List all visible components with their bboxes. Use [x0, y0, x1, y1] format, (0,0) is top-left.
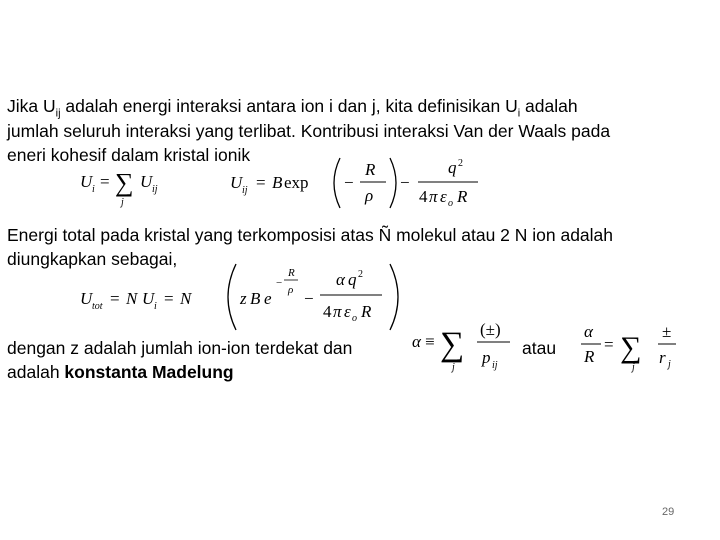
equation-ui-sum: [78, 160, 168, 210]
svg-text:N: N: [126, 289, 138, 308]
equation-uij: [228, 155, 488, 213]
svg-text:∑: ∑: [440, 326, 465, 363]
page-number: 29: [662, 506, 675, 518]
svg-text:2: 2: [458, 158, 463, 169]
paragraph-line-3: eneri kohesif dalam kristal ionik: [7, 145, 251, 165]
svg-text:R: R: [584, 347, 595, 366]
svg-text:4: 4: [419, 187, 428, 206]
svg-text:R: R: [457, 187, 468, 206]
equation-utot: [78, 260, 408, 335]
svg-text:R: R: [288, 267, 295, 279]
svg-text:ε: ε: [344, 302, 351, 321]
svg-text:−: −: [400, 173, 410, 192]
svg-text:q: q: [448, 158, 457, 177]
svg-text:B: B: [250, 289, 261, 308]
svg-text:tot: tot: [92, 301, 103, 312]
svg-text:ε: ε: [440, 187, 447, 206]
svg-text:r: r: [659, 348, 666, 367]
svg-text:α: α: [412, 332, 421, 351]
svg-text:o: o: [448, 198, 453, 209]
svg-text:j: j: [121, 197, 124, 208]
svg-text:−: −: [276, 277, 283, 289]
svg-text:U: U: [140, 172, 153, 191]
equation-alpha-over-r: [578, 315, 678, 375]
svg-text:j: j: [452, 362, 455, 373]
svg-text:∑: ∑: [115, 168, 134, 197]
svg-text:2: 2: [358, 269, 363, 280]
svg-text:p: p: [482, 348, 491, 367]
svg-text:i: i: [92, 184, 95, 195]
svg-text:R: R: [365, 160, 376, 179]
svg-text:ρ: ρ: [365, 186, 374, 205]
svg-text:o: o: [352, 313, 357, 324]
svg-text:q: q: [348, 270, 357, 289]
svg-text:=: =: [604, 335, 614, 354]
svg-text:U: U: [80, 289, 93, 308]
paragraph2-line-1: Energi total pada kristal yang terkomposisi atas Ñ molekul atau 2 N ion adalah: [7, 225, 614, 245]
svg-text:ij: ij: [492, 360, 498, 371]
paragraph3-line-1: dengan z adalah jumlah ion-ion terdekat dan: [7, 338, 353, 358]
madelung-term: konstanta Madelung: [64, 362, 234, 382]
svg-text:ij: ij: [152, 184, 158, 195]
svg-text:ρ: ρ: [288, 284, 294, 296]
svg-text:U: U: [142, 289, 155, 308]
atau-text: atau: [522, 338, 557, 358]
paragraph-line-2: jumlah seluruh interaksi yang terlibat. Kontribusi interaksi Van der Waals pada: [7, 121, 611, 141]
svg-text:B: B: [272, 173, 283, 192]
svg-text:α: α: [336, 270, 345, 289]
equation-alpha-def: [410, 315, 520, 375]
paragraph3-line-2: adalah konstanta Madelung: [7, 362, 234, 382]
svg-text:−: −: [304, 289, 314, 308]
svg-text:π: π: [429, 187, 438, 206]
svg-text:R: R: [361, 302, 372, 321]
svg-text:U: U: [80, 172, 93, 191]
svg-text:4: 4: [323, 302, 332, 321]
svg-text:(±): (±): [480, 320, 501, 339]
svg-text:e: e: [264, 289, 272, 308]
svg-text:N: N: [180, 289, 192, 308]
svg-text:ij: ij: [242, 185, 248, 196]
svg-text:≡: ≡: [425, 332, 435, 351]
svg-text:=: =: [110, 289, 120, 308]
svg-text:α: α: [584, 322, 593, 341]
svg-text:j: j: [632, 362, 635, 373]
svg-text:∑: ∑: [620, 331, 642, 364]
svg-text:±: ±: [662, 322, 672, 341]
svg-text:π: π: [333, 302, 342, 321]
svg-text:i: i: [154, 301, 157, 312]
paragraph-line-1: Jika $U_{ij}$ adalah energi interaksi antara ion i dan j, kita definisikan $U_i$ adalah: [7, 96, 578, 120]
svg-text:z: z: [240, 289, 247, 308]
svg-text:exp: exp: [284, 173, 309, 192]
svg-text:U: U: [230, 173, 243, 192]
svg-text:−: −: [344, 173, 354, 192]
svg-text:=: =: [100, 172, 110, 191]
svg-text:=: =: [256, 173, 266, 192]
svg-text:j: j: [668, 359, 671, 370]
svg-text:=: =: [164, 289, 174, 308]
paragraph2-line-2: diungkapkan sebagai,: [7, 249, 178, 269]
